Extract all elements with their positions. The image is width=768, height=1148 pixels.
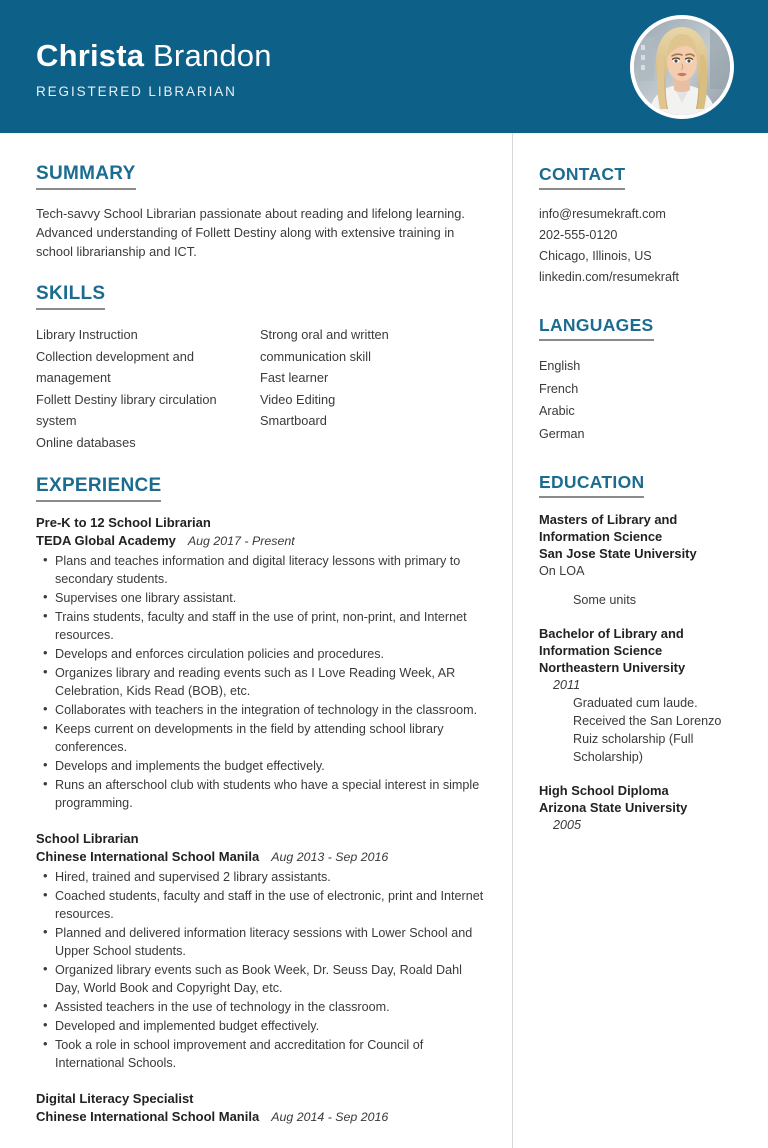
header-job-title: REGISTERED LIBRARIAN bbox=[36, 84, 237, 99]
list-item: • Runs an afterschool club with students who have a special interest in simple programming. bbox=[55, 776, 484, 812]
contact-email[interactable]: info@resumekraft.com bbox=[539, 207, 666, 221]
list-item: Strong oral and written communication skill bbox=[260, 327, 389, 364]
education-degree-cont: Information Science bbox=[539, 643, 663, 658]
list-item: • Collaborates with teachers in the integration of technology in the classroom. bbox=[55, 701, 484, 719]
list-item: Collection development and management bbox=[36, 348, 194, 385]
avatar bbox=[630, 15, 734, 119]
job-company: Chinese International School Manila bbox=[36, 849, 260, 864]
education-year: 2005 bbox=[553, 818, 582, 832]
list-item: • Develops and enforces circulation policies and procedures. bbox=[55, 645, 484, 663]
avatar-image bbox=[634, 19, 730, 115]
list-item: • Plans and teaches information and digital literacy lessons with primary to secondary students. bbox=[55, 552, 484, 588]
list-item: • Organizes library and reading events such as I Love Reading Week, AR Celebration, Kids Read (BOB), etc. bbox=[55, 664, 484, 700]
resume-header bbox=[0, 0, 768, 133]
job-meta bbox=[36, 532, 484, 550]
skills-column-left bbox=[36, 324, 260, 453]
education-school: San Jose State University bbox=[539, 546, 697, 561]
list-item: • Develops and implements the budget effectively. bbox=[55, 757, 484, 775]
job-meta bbox=[36, 848, 484, 866]
section-summary bbox=[36, 163, 484, 261]
contact-location: Chicago, Illinois, US bbox=[539, 249, 652, 263]
experience-entry bbox=[36, 514, 484, 812]
first-name: Christa bbox=[36, 38, 145, 73]
list-item: French bbox=[539, 381, 579, 396]
list-item: Arabic bbox=[539, 404, 575, 418]
skills-column-right bbox=[260, 324, 484, 453]
resume-body bbox=[0, 133, 768, 1148]
list-item: Follett Destiny library circulation system bbox=[36, 391, 217, 428]
list-item: • Organized library events such as Book Week, Dr. Seuss Day, Roald Dahl Day, World Book and Copyright Day, etc. bbox=[55, 961, 484, 997]
job-meta bbox=[36, 1108, 484, 1126]
section-contact bbox=[539, 163, 744, 288]
list-item: English bbox=[539, 359, 581, 373]
portrait-photo-icon bbox=[634, 19, 730, 115]
list-item: • Planned and delivered information literacy sessions with Lower School and Upper School students. bbox=[55, 924, 484, 960]
list-item: Smartboard bbox=[260, 413, 327, 428]
education-detail: Some units bbox=[573, 593, 636, 607]
list-item: Library Instruction bbox=[36, 327, 138, 342]
list-item: • Developed and implemented budget effectively. bbox=[55, 1017, 484, 1035]
page-title bbox=[36, 37, 630, 75]
contact-linkedin[interactable]: linkedin.com/resumekraft bbox=[539, 270, 679, 284]
list-item: • Supervises one library assistant. bbox=[55, 589, 484, 607]
section-experience bbox=[36, 475, 484, 1126]
skills-heading: SKILLS bbox=[36, 283, 105, 310]
list-item: • Trains students, faculty and staff in the use of print, non-print, and Internet resources. bbox=[55, 608, 484, 644]
experience-entry bbox=[36, 1090, 484, 1126]
experience-entry bbox=[36, 830, 484, 1072]
job-bullets bbox=[36, 868, 484, 1072]
header-text-block bbox=[36, 33, 630, 100]
education-detail: Received the San Lorenzo Ruiz scholarship (Full Scholarship) bbox=[573, 714, 722, 764]
education-entry bbox=[539, 511, 744, 609]
languages-heading: LANGUAGES bbox=[539, 314, 654, 341]
list-item: • Coached students, faculty and staff in the use of electronic, print and Internet resources. bbox=[55, 887, 484, 923]
job-role: Pre-K to 12 School Librarian bbox=[36, 515, 211, 530]
education-heading: EDUCATION bbox=[539, 471, 644, 498]
experience-heading: EXPERIENCE bbox=[36, 475, 161, 502]
list-item: Video Editing bbox=[260, 391, 336, 407]
last-name-spacer bbox=[144, 38, 153, 73]
education-school: Northeastern University bbox=[539, 660, 686, 675]
education-degree: High School Diploma bbox=[539, 783, 669, 798]
job-company: TEDA Global Academy bbox=[36, 533, 176, 548]
education-school: Arizona State University bbox=[539, 800, 688, 815]
sidebar-column bbox=[512, 133, 768, 1148]
list-item: • Assisted teachers in the use of technology in the classroom. bbox=[55, 998, 484, 1016]
job-dates: Aug 2013 - Sep 2016 bbox=[271, 850, 389, 864]
job-dates: Aug 2017 - Present bbox=[187, 534, 295, 548]
contact-heading: CONTACT bbox=[539, 163, 625, 190]
list-item: German bbox=[539, 426, 585, 441]
section-education bbox=[539, 471, 744, 834]
education-degree: Masters of Library and bbox=[539, 512, 678, 527]
job-bullets bbox=[36, 552, 484, 812]
summary-heading: SUMMARY bbox=[36, 163, 136, 190]
skills-grid bbox=[36, 324, 484, 453]
education-degree: Bachelor of Library and bbox=[539, 626, 684, 641]
list-item: Fast learner bbox=[260, 370, 329, 385]
list-item: • Hired, trained and supervised 2 library assistants. bbox=[55, 868, 484, 886]
section-languages bbox=[539, 314, 744, 445]
job-company: Chinese International School Manila bbox=[36, 1109, 260, 1124]
job-role: School Librarian bbox=[36, 831, 139, 846]
education-year: 2011 bbox=[553, 678, 581, 692]
summary-text: Tech-savvy School Librarian passionate about reading and lifelong learning. Advanced understanding of Follett Destiny along with extensive training in school librarianship and ICT. bbox=[36, 206, 465, 259]
contact-phone[interactable]: 202-555-0120 bbox=[539, 228, 618, 242]
job-dates: Aug 2014 - Sep 2016 bbox=[271, 1110, 389, 1124]
education-entry bbox=[539, 782, 744, 834]
list-item: • Took a role in school improvement and accreditation for Council of International Schools. bbox=[55, 1036, 484, 1072]
list-item: • Keeps current on developments in the field by attending school library conferences. bbox=[55, 720, 484, 756]
education-degree-cont: Information Science bbox=[539, 529, 663, 544]
main-column bbox=[0, 133, 512, 1148]
education-note: On LOA bbox=[539, 564, 585, 578]
section-skills bbox=[36, 283, 484, 453]
education-detail: Graduated cum laude. bbox=[573, 696, 698, 710]
job-role: Digital Literacy Specialist bbox=[36, 1091, 194, 1106]
list-item: Online databases bbox=[36, 434, 136, 450]
last-name: Brandon bbox=[153, 38, 272, 73]
education-entry bbox=[539, 625, 744, 766]
